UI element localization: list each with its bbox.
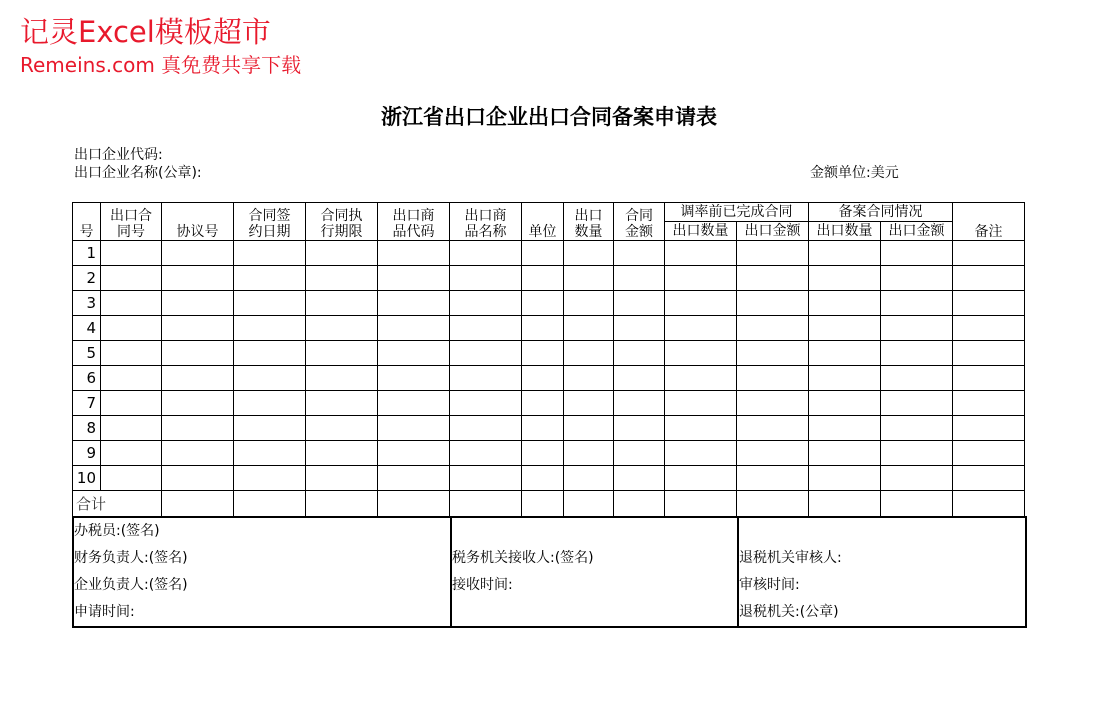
table-cell[interactable] [450, 266, 522, 291]
table-cell[interactable] [450, 416, 522, 441]
row-number: 10 [73, 466, 101, 491]
table-cell[interactable] [614, 291, 665, 316]
table-cell[interactable] [809, 291, 881, 316]
row-number: 4 [73, 316, 101, 341]
total-label: 合计 [73, 491, 162, 517]
table-cell[interactable] [162, 316, 234, 341]
header-seq: 号 [73, 203, 101, 241]
table-cell[interactable] [162, 341, 234, 366]
table-cell[interactable] [737, 341, 809, 366]
table-cell[interactable] [737, 241, 809, 266]
table-cell[interactable] [564, 291, 614, 316]
table-cell[interactable] [162, 391, 234, 416]
total-cell[interactable] [564, 491, 614, 517]
table-cell[interactable] [450, 341, 522, 366]
signature-line [739, 518, 1025, 545]
table-cell[interactable] [378, 391, 450, 416]
table-cell[interactable] [378, 366, 450, 391]
table-cell[interactable] [881, 391, 953, 416]
table-cell[interactable] [162, 441, 234, 466]
table-cell[interactable] [953, 316, 1025, 341]
table-cell[interactable] [234, 316, 306, 341]
table-cell[interactable] [665, 291, 737, 316]
table-cell[interactable] [665, 316, 737, 341]
company-name-label: 出口企业名称(公章): [74, 165, 202, 181]
signature-line [452, 518, 737, 545]
table-cell[interactable] [953, 441, 1025, 466]
table-cell[interactable] [564, 416, 614, 441]
header-filed-group: 备案合同情况 [809, 203, 953, 222]
row-number: 8 [73, 416, 101, 441]
table-cell[interactable] [162, 366, 234, 391]
table-cell[interactable] [306, 241, 378, 266]
header-sign-date: 合同签 约日期 [234, 203, 306, 241]
table-cell[interactable] [162, 466, 234, 491]
table-cell[interactable] [101, 366, 162, 391]
table-cell[interactable] [101, 391, 162, 416]
table-cell[interactable] [162, 291, 234, 316]
table-cell[interactable] [737, 266, 809, 291]
table-cell[interactable] [234, 241, 306, 266]
table-cell[interactable] [564, 466, 614, 491]
currency-unit-label: 金额单位:美元 [810, 165, 899, 181]
signature-col-company [73, 517, 451, 627]
table-cell[interactable] [306, 366, 378, 391]
signature-section [72, 516, 1027, 628]
table-cell[interactable] [378, 241, 450, 266]
table-cell[interactable] [564, 391, 614, 416]
table-cell[interactable] [450, 366, 522, 391]
table-cell[interactable] [809, 391, 881, 416]
table-cell[interactable] [665, 341, 737, 366]
table-cell[interactable] [101, 241, 162, 266]
table-cell[interactable] [953, 291, 1025, 316]
table-cell[interactable] [881, 316, 953, 341]
table-cell[interactable] [564, 241, 614, 266]
table-cell[interactable] [522, 241, 564, 266]
table-cell[interactable] [665, 241, 737, 266]
header-filed-amount: 出口金额 [881, 222, 953, 241]
table-cell[interactable] [881, 266, 953, 291]
table-cell[interactable] [665, 416, 737, 441]
table-row [73, 466, 1025, 491]
table-cell[interactable] [809, 266, 881, 291]
company-code-label: 出口企业代码: [74, 147, 163, 163]
signature-col-tax-office [451, 517, 738, 627]
table-cell[interactable] [737, 366, 809, 391]
table-cell[interactable] [234, 391, 306, 416]
table-cell[interactable] [101, 316, 162, 341]
signature-line: 办税员:(签名) [74, 523, 160, 539]
table-row [73, 266, 1025, 291]
table-cell[interactable] [881, 341, 953, 366]
table-cell[interactable] [614, 466, 665, 491]
header-export-qty: 出口 数量 [564, 203, 614, 241]
signature-line: 财务负责人:(签名) [74, 550, 188, 566]
table-cell[interactable] [953, 366, 1025, 391]
total-cell[interactable] [614, 491, 665, 517]
table-row [73, 291, 1025, 316]
table-cell[interactable] [101, 341, 162, 366]
table-row [73, 341, 1025, 366]
table-cell[interactable] [306, 291, 378, 316]
table-cell[interactable] [522, 466, 564, 491]
table-cell[interactable] [101, 266, 162, 291]
table-cell[interactable] [234, 266, 306, 291]
table-cell[interactable] [614, 441, 665, 466]
table-cell[interactable] [953, 416, 1025, 441]
header-goods-name: 出口商 品名称 [450, 203, 522, 241]
table-cell[interactable] [522, 416, 564, 441]
table-cell[interactable] [737, 416, 809, 441]
table-cell[interactable] [809, 366, 881, 391]
header-row-top [73, 203, 1025, 222]
table-cell[interactable] [614, 416, 665, 441]
table-cell[interactable] [450, 291, 522, 316]
signature-line: 企业负责人:(签名) [74, 577, 188, 593]
row-number: 5 [73, 341, 101, 366]
header-goods-code: 出口商 品代码 [378, 203, 450, 241]
table-cell[interactable] [378, 441, 450, 466]
total-row [73, 491, 1025, 517]
table-cell[interactable] [881, 466, 953, 491]
table-cell[interactable] [234, 291, 306, 316]
table-cell[interactable] [809, 341, 881, 366]
table-cell[interactable] [378, 266, 450, 291]
header-filed-qty: 出口数量 [809, 222, 881, 241]
table-cell[interactable] [564, 266, 614, 291]
table-cell[interactable] [162, 416, 234, 441]
table-cell[interactable] [564, 441, 614, 466]
total-cell[interactable] [665, 491, 737, 517]
table-cell[interactable] [101, 466, 162, 491]
table-cell[interactable] [881, 291, 953, 316]
header-unit: 单位 [522, 203, 564, 241]
table-cell[interactable] [522, 441, 564, 466]
table-cell[interactable] [614, 341, 665, 366]
signature-col-refund-office [738, 517, 1026, 627]
table-cell[interactable] [306, 416, 378, 441]
table-cell[interactable] [614, 266, 665, 291]
table-cell[interactable] [522, 266, 564, 291]
table-cell[interactable] [450, 316, 522, 341]
total-cell[interactable] [953, 491, 1025, 517]
table-cell[interactable] [953, 341, 1025, 366]
table-cell[interactable] [614, 391, 665, 416]
table-cell[interactable] [378, 291, 450, 316]
form-title: 浙江省出口企业出口合同备案申请表 [381, 104, 717, 129]
total-cell[interactable] [234, 491, 306, 517]
table-cell[interactable] [234, 416, 306, 441]
table-cell[interactable] [665, 391, 737, 416]
header-remarks: 备注 [953, 203, 1025, 241]
table-row [73, 416, 1025, 441]
table-cell[interactable] [881, 366, 953, 391]
table-cell[interactable] [450, 241, 522, 266]
table-row [73, 366, 1025, 391]
table-cell[interactable] [306, 266, 378, 291]
header-completed-group: 调率前已完成合同 [665, 203, 809, 222]
table-cell[interactable] [306, 466, 378, 491]
watermark-brand: 记灵Excel模板超市 [20, 15, 271, 49]
row-number: 7 [73, 391, 101, 416]
table-cell[interactable] [162, 266, 234, 291]
table-cell[interactable] [522, 316, 564, 341]
signature-line: 接收时间: [452, 577, 513, 593]
table-cell[interactable] [881, 441, 953, 466]
table-cell[interactable] [101, 291, 162, 316]
table-cell[interactable] [522, 341, 564, 366]
signature-line: 审核时间: [739, 577, 800, 593]
table-cell[interactable] [809, 416, 881, 441]
header-exec-period: 合同执 行期限 [306, 203, 378, 241]
header-contract-no: 出口合 同号 [101, 203, 162, 241]
header-agreement-no: 协议号 [162, 203, 234, 241]
table-cell[interactable] [737, 291, 809, 316]
total-cell[interactable] [162, 491, 234, 517]
table-cell[interactable] [809, 316, 881, 341]
table-cell[interactable] [737, 391, 809, 416]
header-contract-amount: 合同 金额 [614, 203, 665, 241]
total-cell[interactable] [306, 491, 378, 517]
table-cell[interactable] [306, 441, 378, 466]
header-completed-amount: 出口金额 [737, 222, 809, 241]
total-cell[interactable] [809, 491, 881, 517]
table-cell[interactable] [953, 266, 1025, 291]
table-body [73, 241, 1025, 517]
contract-table [72, 202, 1025, 517]
table-cell[interactable] [809, 241, 881, 266]
row-number: 1 [73, 241, 101, 266]
row-number: 3 [73, 291, 101, 316]
table-cell[interactable] [665, 366, 737, 391]
total-cell[interactable] [881, 491, 953, 517]
table-cell[interactable] [564, 366, 614, 391]
table-cell[interactable] [234, 466, 306, 491]
signature-line: 退税机关审核人: [739, 550, 842, 566]
table-cell[interactable] [665, 441, 737, 466]
table-cell[interactable] [953, 391, 1025, 416]
table-cell[interactable] [234, 341, 306, 366]
signature-line: 申请时间: [74, 604, 135, 620]
table-cell[interactable] [450, 466, 522, 491]
header-completed-qty: 出口数量 [665, 222, 737, 241]
table-cell[interactable] [234, 441, 306, 466]
signature-line [452, 599, 737, 626]
table-cell[interactable] [306, 341, 378, 366]
total-cell[interactable] [378, 491, 450, 517]
table-cell[interactable] [564, 316, 614, 341]
table-cell[interactable] [881, 416, 953, 441]
table-cell[interactable] [953, 241, 1025, 266]
table-cell[interactable] [881, 241, 953, 266]
table-cell[interactable] [737, 466, 809, 491]
table-cell[interactable] [614, 241, 665, 266]
table-cell[interactable] [737, 441, 809, 466]
total-cell[interactable] [450, 491, 522, 517]
table-cell[interactable] [522, 366, 564, 391]
table-cell[interactable] [614, 316, 665, 341]
table-cell[interactable] [665, 266, 737, 291]
row-number: 2 [73, 266, 101, 291]
row-number: 9 [73, 441, 101, 466]
row-number: 6 [73, 366, 101, 391]
signature-line: 税务机关接收人:(签名) [452, 550, 594, 566]
table-cell[interactable] [101, 441, 162, 466]
table-cell[interactable] [378, 341, 450, 366]
table-row [73, 316, 1025, 341]
table-cell[interactable] [306, 391, 378, 416]
table-cell[interactable] [522, 391, 564, 416]
table-cell[interactable] [953, 466, 1025, 491]
table-cell[interactable] [450, 441, 522, 466]
table-cell[interactable] [450, 391, 522, 416]
table-cell[interactable] [378, 466, 450, 491]
table-cell[interactable] [378, 416, 450, 441]
table-cell[interactable] [809, 466, 881, 491]
table-cell[interactable] [522, 291, 564, 316]
table-row [73, 441, 1025, 466]
table-cell[interactable] [378, 316, 450, 341]
table-cell[interactable] [809, 441, 881, 466]
table-cell[interactable] [665, 466, 737, 491]
table-cell[interactable] [101, 416, 162, 441]
table-cell[interactable] [162, 241, 234, 266]
total-cell[interactable] [737, 491, 809, 517]
total-cell[interactable] [522, 491, 564, 517]
table-cell[interactable] [564, 341, 614, 366]
table-cell[interactable] [614, 366, 665, 391]
table-cell[interactable] [234, 366, 306, 391]
table-cell[interactable] [737, 316, 809, 341]
table-cell[interactable] [306, 316, 378, 341]
table-row [73, 241, 1025, 266]
table-row [73, 391, 1025, 416]
signature-line: 退税机关:(公章) [739, 604, 839, 620]
watermark-site: Remeins.com 真免费共享下载 [20, 53, 302, 77]
